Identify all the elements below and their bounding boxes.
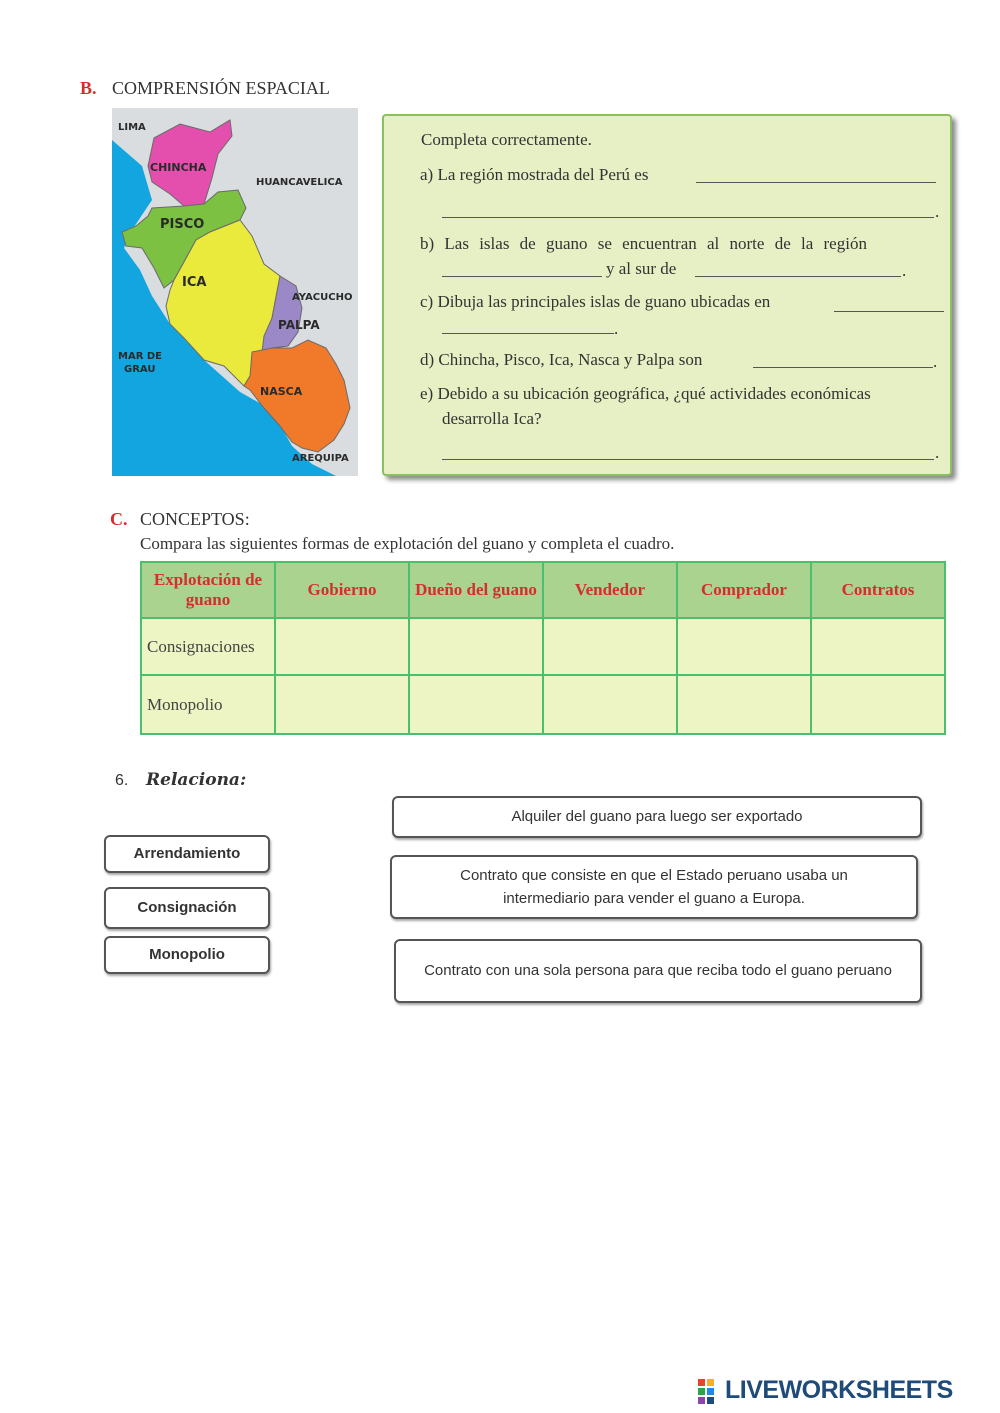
question-e-line1: e) Debido a su ubicación geográfica, ¿qué actividades económicas bbox=[420, 384, 871, 403]
header-vendedor: Vendedor bbox=[543, 562, 677, 618]
header-gobierno: Gobierno bbox=[275, 562, 409, 618]
map-label-chincha: CHINCHA bbox=[150, 161, 207, 174]
liveworksheets-logo-icon bbox=[697, 1378, 723, 1404]
section-c-title: CONCEPTOS: bbox=[140, 509, 250, 529]
map-label-ayacucho: AYACUCHO bbox=[292, 292, 353, 303]
cell-input[interactable] bbox=[543, 675, 677, 734]
cell-input[interactable] bbox=[409, 675, 543, 734]
map-label-pisco: PISCO bbox=[160, 217, 205, 232]
question-a: a) La región mostrada del Perú es bbox=[420, 165, 649, 184]
period: . bbox=[902, 261, 907, 280]
section-6-number: 6. bbox=[115, 772, 129, 789]
table-header-row bbox=[141, 562, 945, 618]
cell-input[interactable] bbox=[677, 618, 811, 675]
header-dueno: Dueño del guano bbox=[409, 562, 543, 618]
table-row bbox=[141, 618, 945, 675]
header-contratos: Contratos bbox=[811, 562, 945, 618]
definition-1[interactable]: Alquiler del guano para luego ser exportado bbox=[392, 796, 922, 838]
question-e-line2: desarrolla Ica? bbox=[442, 409, 542, 428]
question-b-line2: y al sur de bbox=[606, 259, 677, 278]
header-comprador: Comprador bbox=[677, 562, 811, 618]
cell-input[interactable] bbox=[409, 618, 543, 675]
question-c: c) Dibuja las principales islas de guano ubicadas en bbox=[420, 292, 771, 311]
answer-b-south[interactable] bbox=[695, 276, 901, 277]
map-label-lima: LIMA bbox=[118, 122, 146, 133]
cell-input[interactable] bbox=[275, 675, 409, 734]
header-explotacion: Explotación de guano bbox=[141, 562, 275, 618]
map-label-ica: ICA bbox=[182, 275, 207, 290]
cell-input[interactable] bbox=[811, 618, 945, 675]
liveworksheets-brand bbox=[697, 1376, 953, 1405]
section-c-letter: C. bbox=[110, 509, 128, 529]
row-label-monopolio: Monopolio bbox=[141, 675, 275, 734]
map-label-grau: GRAU bbox=[124, 364, 156, 375]
map-label-huancavelica: HUANCAVELICA bbox=[256, 177, 343, 188]
period: . bbox=[935, 443, 940, 462]
section-c-instruction: Compara las siguientes formas de explotación del guano y completa el cuadro. bbox=[140, 534, 675, 553]
questions-box bbox=[382, 114, 952, 476]
answer-c-line2[interactable] bbox=[442, 333, 614, 334]
term-monopolio[interactable]: Monopolio bbox=[104, 936, 270, 974]
instruction-text: Completa correctamente. bbox=[421, 130, 592, 149]
guano-exploitation-table bbox=[140, 561, 946, 735]
period: . bbox=[935, 202, 940, 221]
term-arrendamiento[interactable]: Arrendamiento bbox=[104, 835, 270, 873]
cell-input[interactable] bbox=[677, 675, 811, 734]
question-d: d) Chincha, Pisco, Ica, Nasca y Palpa son bbox=[420, 350, 703, 369]
period: . bbox=[933, 352, 938, 371]
cell-input[interactable] bbox=[275, 618, 409, 675]
map-label-arequipa: AREQUIPA bbox=[292, 453, 349, 464]
brand-name: LIVEWORKSHEETS bbox=[725, 1376, 953, 1404]
period: . bbox=[614, 319, 619, 338]
table-row bbox=[141, 675, 945, 734]
answer-a-line1[interactable] bbox=[696, 182, 936, 183]
map-label-palpa: PALPA bbox=[278, 318, 320, 332]
map-label-nasca: NASCA bbox=[260, 385, 303, 398]
cell-input[interactable] bbox=[543, 618, 677, 675]
cell-input[interactable] bbox=[811, 675, 945, 734]
term-consignacion[interactable]: Consignación bbox=[104, 887, 270, 929]
section-6-title: Relaciona: bbox=[146, 770, 247, 790]
row-label-consignaciones: Consignaciones bbox=[141, 618, 275, 675]
section-b-title: COMPRENSIÓN ESPACIAL bbox=[112, 78, 330, 98]
map-label-mar-de: MAR DE bbox=[118, 351, 163, 362]
section-b-letter: B. bbox=[80, 78, 97, 98]
definition-3[interactable]: Contrato con una sola persona para que reciba todo el guano peruano bbox=[394, 939, 922, 1003]
ica-region-map bbox=[112, 108, 358, 476]
answer-c-line1[interactable] bbox=[834, 311, 944, 312]
answer-e[interactable] bbox=[442, 459, 934, 460]
definition-2[interactable]: Contrato que consiste en que el Estado peruano usaba un intermediario para vender el guano a Europa. bbox=[390, 855, 918, 919]
question-b-line1: b) Las islas de guano se encuentran al norte de la región bbox=[420, 234, 867, 253]
answer-d[interactable] bbox=[753, 367, 933, 368]
answer-a-line2[interactable] bbox=[442, 217, 934, 218]
answer-b-north[interactable] bbox=[442, 276, 602, 277]
